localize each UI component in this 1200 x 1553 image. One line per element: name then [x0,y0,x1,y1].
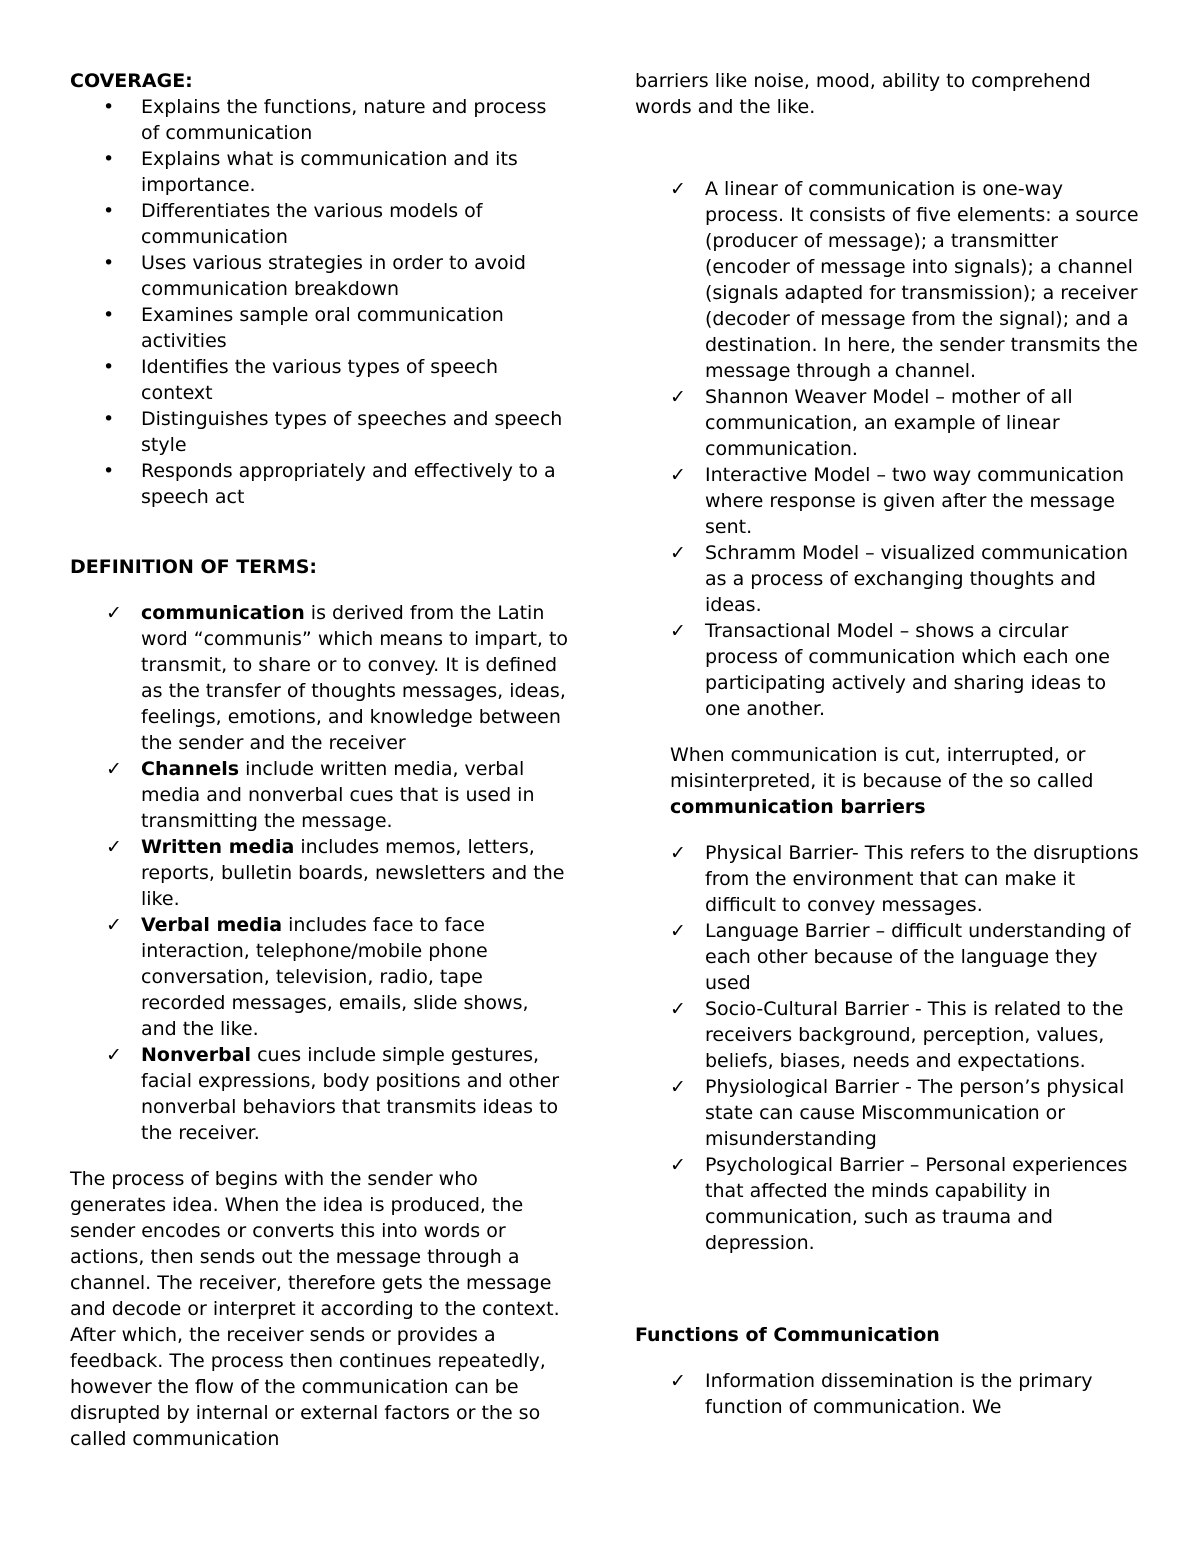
check-icon: ✓ [670,386,686,408]
model-text: Shannon Weaver Model – mother of all communication, an example of linear communication. [705,386,1073,460]
coverage-item: • Explains what is communication and its importance. [70,146,570,198]
coverage-heading: COVERAGE: [70,70,193,92]
check-icon: ✓ [670,464,686,486]
definition-term: Channels [141,758,240,780]
coverage-item: • Uses various strategies in order to avoid communication breakdown [70,250,570,302]
check-icon: ✓ [670,620,686,642]
barrier-item [635,1074,1145,1152]
model-text: Schramm Model – visualized communication as a process of exchanging thoughts and ideas. [705,542,1129,616]
function-text: Information dissemination is the primary function of communication. We [705,1370,1093,1418]
check-icon: ✓ [670,542,686,564]
check-icon: ✓ [670,1154,686,1176]
definition-text: includes memos, letters, reports, bulletin boards, newsletters and the like. [141,836,565,910]
process-paragraph: The process of begins with the sender who generates idea. When the idea is produced, the sender encodes or converts this into words or actions, then sends out the message through a channel. The receiver, therefore gets the message and decode or interpret it according to the context. After which, the receiver sends or provides a feedback. The process then continues repeatedly, however the flow of the communication can be disrupted by internal or external factors or the so called communication [70,1168,560,1450]
definition-text: is derived from the Latin word “communis” which means to impart, to transmit, to share or to convey. It is defined as the transfer of thoughts messages, ideas, feelings, emotions, and knowledge between the sender and the receiver [141,602,569,754]
definition-term: communication [141,602,305,624]
definition-item [70,600,570,756]
coverage-item: • Examines sample oral communication activities [70,302,570,354]
model-item [635,176,1145,384]
function-item [635,1368,1145,1420]
barrier-item [635,840,1145,918]
check-icon: ✓ [106,602,122,624]
coverage-item: • Differentiates the various models of communication [70,198,570,250]
barrier-text: Physiological Barrier - The person’s physical state can cause Miscommunication or misunderstanding [705,1076,1125,1150]
definition-text: includes face to face interaction, telephone/mobile phone conversation, television, radio, tape recorded messages, emails, slide shows, and the like. [141,914,529,1040]
barrier-item [635,996,1145,1074]
left-column [70,68,570,1452]
check-icon: ✓ [670,178,686,200]
check-icon: ✓ [670,920,686,942]
definition-item [70,756,570,834]
coverage-item: • Explains the functions, nature and process of communication [70,94,570,146]
definition-text: include written media, verbal media and nonverbal cues that is used in transmitting the message. [141,758,535,832]
model-text: Interactive Model – two way communication where response is given after the message sent. [705,464,1125,538]
functions-heading: Functions of Communication [635,1324,940,1346]
coverage-item: • Identifies the various types of speech context [70,354,570,406]
check-icon: ✓ [670,1370,686,1392]
definitions-list [70,600,570,1146]
coverage-item: • Distinguishes types of speeches and speech style [70,406,570,458]
barrier-text: Language Barrier – difficult understanding of each other because of the language they used [705,920,1131,994]
model-text: A linear of communication is one-way process. It consists of five elements: a source (producer of message); a transmitter (encoder of message into signals); a channel (signals adapted for transmission); a receiver (decoder of message from the signal); and a destination. In here, the sender transmits the message through a channel. [705,178,1139,382]
definition-text: cues include simple gestures, facial expressions, body positions and other nonverbal behaviors that transmits ideas to the receiver. [141,1044,560,1144]
barriers-list [635,840,1145,1256]
model-item [635,384,1145,462]
definition-term: Written media [141,836,295,858]
model-item [635,462,1145,540]
models-list [635,176,1145,722]
definition-item [70,834,570,912]
check-icon: ✓ [670,1076,686,1098]
check-icon: ✓ [106,1044,122,1066]
barriers-intro [635,742,1145,820]
barrier-item [635,918,1145,996]
model-text: Transactional Model – shows a circular process of communication which each one participating actively and sharing ideas to one another. [705,620,1110,720]
coverage-item: • Responds appropriately and effectively to a speech act [70,458,570,510]
definition-term: Verbal media [141,914,283,936]
check-icon: ✓ [106,758,122,780]
check-icon: ✓ [106,914,122,936]
continued-paragraph: barriers like noise, mood, ability to comprehend words and the like. [635,70,1091,118]
barrier-text: Socio-Cultural Barrier - This is related to the receivers background, perception, values, beliefs, biases, needs and expectations. [705,998,1124,1072]
barriers-intro-text: When communication is cut, interrupted, or misinterpreted, it is because of the so called [670,744,1094,792]
model-item [635,618,1145,722]
barrier-text: Psychological Barrier – Personal experiences that affected the minds capability in communication, such as trauma and depression. [705,1154,1128,1254]
functions-list [635,1368,1145,1420]
definition-item [70,912,570,1042]
check-icon: ✓ [106,836,122,858]
coverage-list [70,94,570,510]
model-item [635,540,1145,618]
definition-item [70,1042,570,1146]
barrier-text: Physical Barrier- This refers to the disruptions from the environment that can make it difficult to convey messages. [705,842,1139,916]
definitions-heading: DEFINITION OF TERMS: [70,556,317,578]
definition-term: Nonverbal [141,1044,252,1066]
right-column [635,68,1145,1420]
check-icon: ✓ [670,998,686,1020]
barrier-item [635,1152,1145,1256]
check-icon: ✓ [670,842,686,864]
barriers-term: communication barriers [670,796,926,818]
